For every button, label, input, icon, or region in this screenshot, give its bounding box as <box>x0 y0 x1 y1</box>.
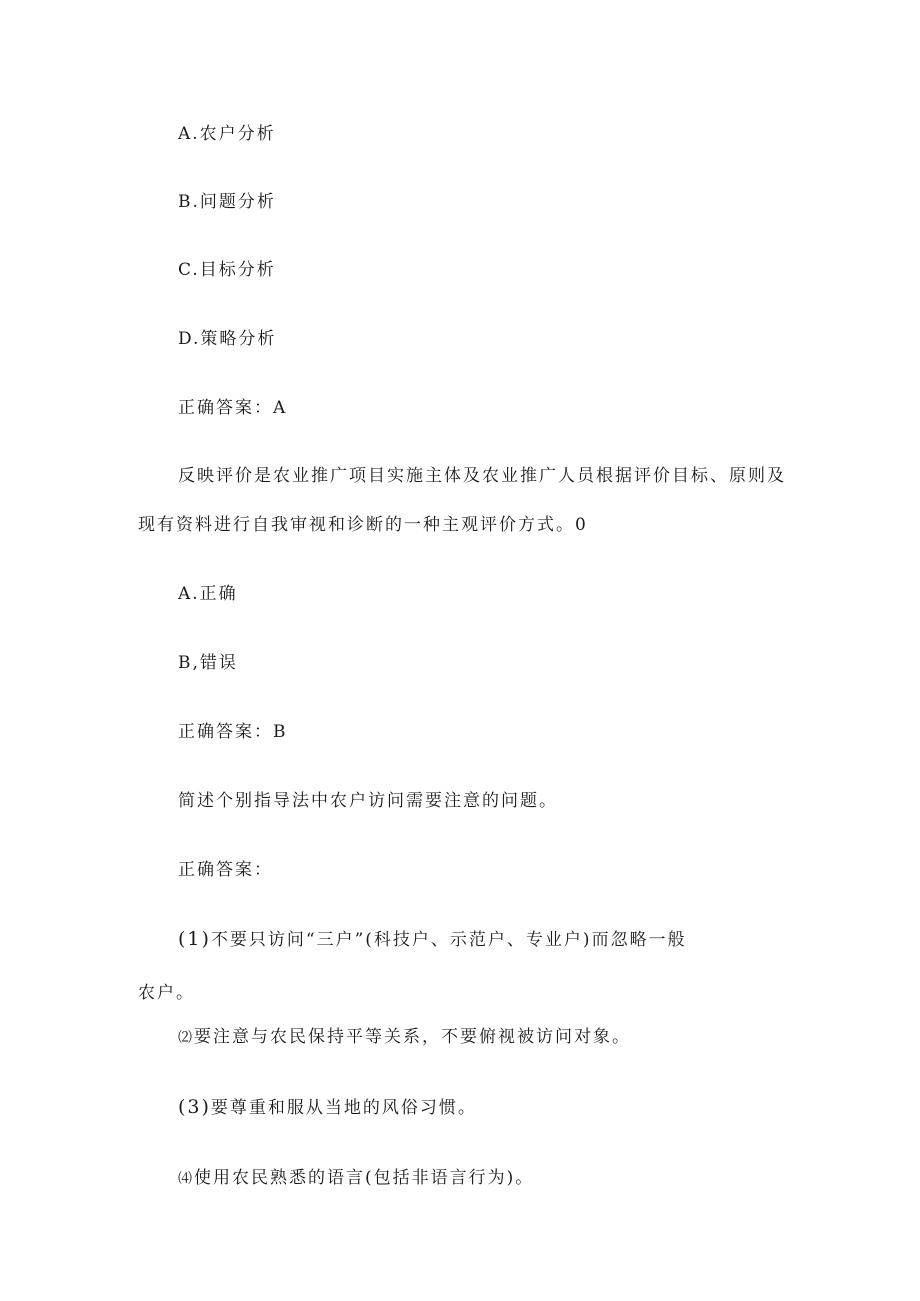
option-b: B.问题分析 <box>178 192 276 212</box>
answer-point-4 <box>178 1167 534 1190</box>
question-stem: 简述个别指导法中农户访问需要注意的问题。 <box>178 791 558 811</box>
answer-label: 正确答案： <box>178 860 273 880</box>
point-text: 要注意与农民保持平等关系，不要俯视被访问对象。 <box>194 1027 631 1047</box>
question-stem-line1: 反映评价是农业推广项目实施主体及农业推广人员根据评价目标、原则及 <box>178 466 786 486</box>
point-text: 使用农民熟悉的语言(包括非语言行为)。 <box>194 1168 535 1188</box>
answer-q1: 正确答案：A <box>178 398 288 418</box>
point-number: (1) <box>178 928 211 950</box>
option-d: D.策略分析 <box>178 329 277 349</box>
option-a: A.正确 <box>178 584 238 604</box>
answer-point-1-continued: 农户。 <box>138 983 195 1003</box>
answer-point-2 <box>178 1026 631 1049</box>
answer-point-1 <box>178 928 687 951</box>
question-stem-line2: 现有资料进行自我审视和诊断的一种主观评价方式。0 <box>138 515 588 535</box>
option-b: B,错误 <box>178 653 238 673</box>
point-text: 要尊重和服从当地的风俗习惯。 <box>210 1098 477 1118</box>
point-number: ⑷ <box>178 1171 194 1187</box>
answer-q2: 正确答案：B <box>178 722 288 742</box>
point-text: 不要只访问“三户”(科技户、示范户、专业户)而忽略一般 <box>210 930 687 950</box>
point-number: ⑵ <box>178 1030 194 1046</box>
point-number: (3) <box>178 1096 211 1118</box>
option-a: A.农户分析 <box>178 124 276 144</box>
answer-point-3 <box>178 1096 477 1119</box>
option-c: C.目标分析 <box>178 260 276 280</box>
